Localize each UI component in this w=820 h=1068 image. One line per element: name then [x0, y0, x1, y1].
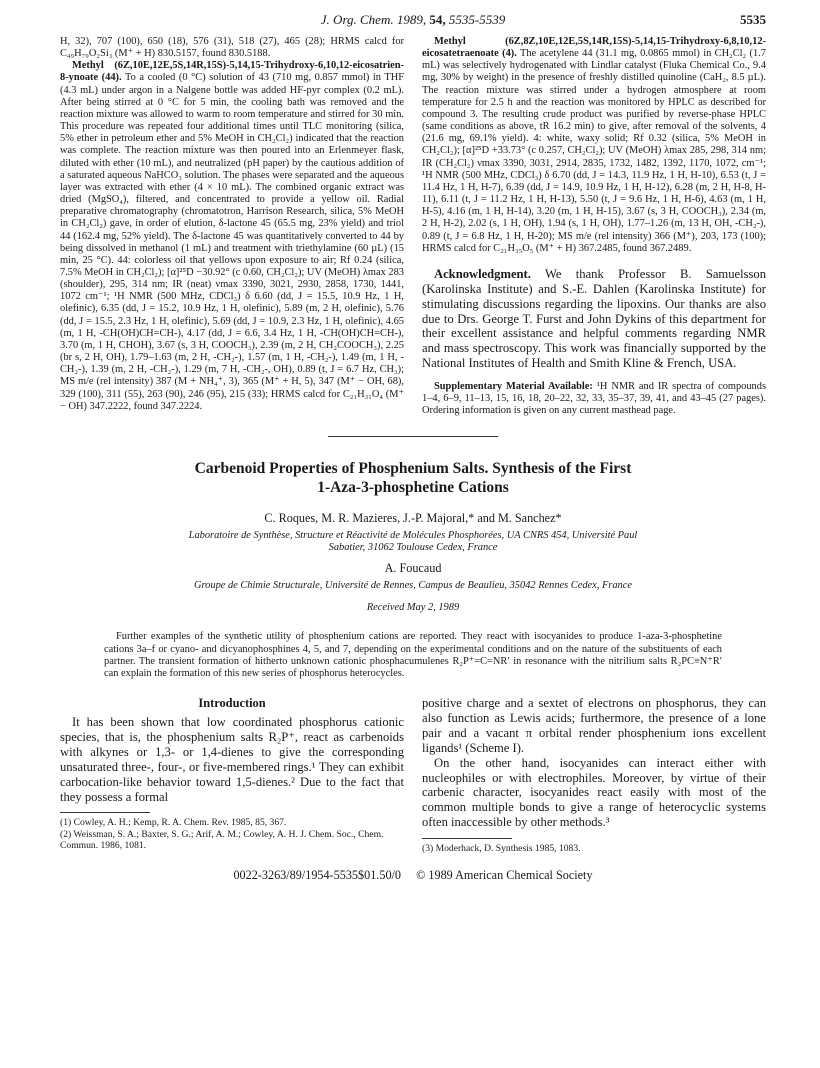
footnote-rule — [60, 812, 150, 813]
footnote-rule-right — [422, 838, 512, 839]
article-title-line-2: 1-Aza-3-phosphetine Cations — [317, 478, 509, 496]
supplementary-material — [422, 381, 766, 417]
intro-right-text-1: positive charge and a sextet of electrons on phosphorus, they can also function as Lewis acids; furthermore, the presence of a lone pair and a vacant π orbital render phosphenium ions excellent ligands¹ (Scheme I). — [422, 696, 766, 755]
acknowledgment-heading: Acknowledgment. — [434, 266, 531, 281]
right-column — [422, 36, 766, 418]
received-date: Received May 2, 1989 — [366, 602, 460, 614]
compound-44-heading: Methyl (6Z,10E,12E,5S,14R,15S)-5,14,15-Trihydroxy-6,10,12-eicosatrien-8-ynoate (44). — [60, 60, 404, 84]
footnote-2: (2) Weissman, S. A.; Baxter, S. G.; Arif, A. M.; Cowley, A. H. J. Chem. Soc., Chem. Commun. 1986, 1081. — [60, 828, 384, 851]
affiliation-1-line-2: Sabatier, 31062 Toulouse Cedex, France — [328, 542, 498, 554]
compound-4-heading: Methyl (6Z,8Z,10E,12E,5S,14R,15S)-5,14,15-Trihydroxy-6,8,10,12-eicosatetraenoate (4). — [422, 36, 766, 60]
affiliation-2: Groupe de Chimie Structurale, Université de Rennes, Campus de Beaulieu, 35042 Rennes Cedex, France — [194, 579, 632, 591]
page-number: 5535 — [740, 12, 766, 27]
article-title-block — [60, 459, 766, 614]
journal-volume: 54, — [429, 12, 446, 27]
intro-right-text-2: On the other hand, isocyanides can interact either with nucleophiles or with electrophiles. Moreover, by virtue of their carbenic character, isocyanides react easily with most of the common multiple bonds to give a range of heterocyclic systems often inaccessible by other methods.³ — [422, 755, 766, 830]
bottom-columns — [60, 696, 766, 854]
journal-pages: 5535-5539 — [448, 12, 506, 27]
compound-4-procedure: The acetylene 44 (31.1 mg, 0.0865 mmol) in CH₂Cl₂ (1.7 mL) was selectively hydrogenated with Lindlar catalyst (Fluka Chemical Co., 9.4 mg, 30% by weight) in the presence of freshly distilled quinoline (CaH₂, 8.5 µL). The reaction mixture was stirred under a hydrogen atmosphere at room temperature for 2.5 h and the reaction was monitored by HPLC as described for compound 3. The resulting crude product was purified by reverse-phase HPLC (same conditions as above, tR 16.2 min) to give, after removal of the solvents, 4 (21.6 mg, 69.1% yield). 4: white, waxy solid; Rf 0.32 (silica, 5% MeOH in CH₂Cl₂); [α]²⁵D +33.73° (c 0.257, CH₂Cl₂); UV (MeOH) λmax 285, 298, 314 nm; IR (CH₂Cl₂) νmax 3390, 3031, 2914, 2835, 1732, 1482, 1392, 1170, 1072, cm⁻¹; ¹H NMR (500 MHz, CDCl₃) δ 6.70 (dd, J = 14.3, 11.9 Hz, 1 H, H-10), 6.53 (t, J = 11.4 Hz, 1 H, H-7), 6.39 (dd, J = 14.9, 10.9 Hz, 1 H, H-12), 6.28 (m, 2 H, H-8, H-11), 6.11 (t, J = 11.2 Hz, 1 H, H-13), 5.50 (t, J = 9.6 Hz, 1 H, H-6), 4.63 (m, 1 H, H-5), 4.16 (m, 1 H, H-14), 3.20 (m, 1 H, H-15), 3.67 (s, 3 H, COOCH₃), 2.34 (m, 2 H, H-2), 2.02 (s, 1 H, OH), 1.94 (s, 1 H, OH), 1.77–1.26 (m, 13 H, OH, -CH₂-), 0.89 (t, J = 6.8 Hz, 1 H, H-20); MS m/e (rel intensity) 366 (M⁺), 203, 173 (100); HRMS calcd for C₂₁H₃₅O₅ (M⁺ + H) 367.2485, found 367.2489. — [422, 48, 766, 254]
introduction-heading: Introduction — [198, 696, 266, 711]
intro-right-column — [422, 696, 766, 854]
page-footer — [60, 868, 766, 883]
intro-left-column — [60, 696, 404, 854]
left-para-1: H, 32), 707 (100), 650 (18), 576 (31), 518 (27), 465 (28); HRMS calcd for C₄₉H₇₉O₂Si₃ (M⁺ + H) 830.5157, found 830.5188. — [60, 36, 404, 60]
author-list: C. Roques, M. R. Mazieres, J.-P. Majoral,* and M. Sanchez* — [264, 510, 562, 525]
article-divider — [328, 436, 498, 437]
top-columns — [60, 36, 766, 418]
journal-year: 1989, — [396, 12, 427, 27]
supplementary-text: ¹H NMR and IR spectra of compounds 1–4, 6–9, 11–13, 15, 16, 18, 20–22, 32, 33, 35–37, 39, 41, and 43–45 (27 pages). Ordering information is given on any current masthead page. — [422, 381, 766, 417]
compound-44-procedure: To a cooled (0 °C) solution of 43 (710 mg, 0.857 mmol) in THF (4.3 mL) under argon in a Nalgene bottle was added HF-pyr complex (0.2 mL). After being stirred at 0 °C for 5 min, the cooling bath was removed and the reaction mixture was allowed to warm to room temperature and stirred for 30 min. This procedure was repeated four additional times until TLC monitoring (silica, 5% ether in petroleum ether and 5% MeOH in CH₂Cl₂) indicated that the reaction was complete. The reaction mixture was then poured into an Erlenmeyer flask, diluted with ether (10 mL), and neutralized (pH paper) by the cautious addition of a saturated aqueous NaHCO₃ solution. The phases were separated and the aqueous layer was extracted with ether (4 × 10 mL). The combined organic extract was dried (MgSO₄), filtered, and concentrated to provide a yellow oil. Radial preparative chromatography (chromatotron, Harrison Research, silica, 5% MeOH in CH₂Cl₂) gave, in order of elution, δ-lactone 45 (65.5 mg, 23% yield) and triol 44 (162.4 mg, 52% yield). The δ-lactone 45 was quantitatively converted to 44 by being dissolved in methanol (1 mL) and treatment with triethylamine (60 µL) (15 min, 25 °C). 44: colorless oil that yellows upon exposure to air; Rf 0.24 (silica, 7.5% MeOH in CH₂Cl₂); [α]²⁵D −30.92° (c 0.60, CH₂Cl₂); UV (MeOH) λmax 283 (shoulder), 295, 314 nm; IR (neat) νmax 3390, 3021, 2930, 2858, 1730, 1441, 1072 cm⁻¹; ¹H NMR (500 MHz, CDCl₃) δ 6.60 (dd, J = 15.5, 10.9 Hz, 1 H, olefinic), 6.35 (dd, J = 15.2, 10.9 Hz, 1 H, olefinic), 5.89 (m, 2 H, olefinic), 5.76 (dd, J = 15.5, 2.3 Hz, 1 H, olefinic), 5.69 (dd, J = 10.9, 2.3 Hz, 1 H, olefinic), 4.65 (m, 1 H, -CH(OH)CH=CH-), 4.17 (dd, J = 6.6, 3.4 Hz, 1 H, -CH(OH)CH=CH-), 3.70 (m, 1 H, CHOH), 3.67 (s, 3 H, COOCH₃), 2.39 (m, 2 H, CH₂COOCH₃), 2.25 (br s, 2 H, OH), 1.79–1.63 (m, 2 H, -CH₂-), 1.57 (m, 1 H, -CH₂-), 1.49 (m, 1 H, -CH₂-), 1.39 (m, 2 H, -CH₂-), 1.29 (m, 7 H, -CH₂-, OH), 0.89 (t, J = 6.7 Hz, CH₃); MS m/e (rel intensity) 387 (M + NH₄⁺, 3), 365 (M⁺ + H, 5), 347 (M⁺ − OH, 68), 329 (100), 311 (55), 263 (90), 246 (95), 215 (33); HRMS calcd for C₂₁H₃₁O₄ (M⁺ − OH) 347.2222, found 347.2224. — [60, 72, 404, 412]
abstract: Further examples of the synthetic utility of phosphenium cations are reported. They react with isocyanides to produce 1-aza-3-phosphetine cations 3a–f or cyano- and dicyanophosphines 4, 5, and 7, depending on the experimental conditions and on the nature of the substituents of each partner. The transient formation of hitherto unknown cationic phosphacumulenes R₂P⁺=C=NR′ in resonance with the nitrilium salts R₂PC≡N⁺R′ can explain the formation of this new series of phosphorus heterocycles. — [104, 631, 722, 679]
article-title — [60, 459, 766, 497]
right-para-1 — [422, 36, 766, 255]
acknowledgment-text: We thank Professor B. Samuelsson (Karolinska Institute) and S.-E. Dahlen (Karolinska Institute) for stimulating discussions regarding the lipoxins. Our thanks are also due to Drs. George T. Furst and John Dykins of this department for their excellent assistance and helpful comments regarding NMR and mass spectroscopy. This work was financially supported by the National Institutes of Health and Smith Kline & French, USA. — [422, 266, 766, 371]
footnote-3: (3) Moderhack, D. Synthesis 1985, 1083. — [422, 843, 581, 855]
running-head — [60, 12, 766, 32]
issn-code: 0022-3263/89/1954-5535$01.50/0 — [233, 868, 402, 883]
journal-citation — [60, 12, 766, 28]
left-para-2 — [60, 60, 404, 413]
journal-name: J. Org. Chem. — [320, 12, 394, 27]
affiliation-1-line-1: Laboratoire de Synthèse, Structure et Réactivité de Molécules Phosphorées, UA CNRS 454, Université Paul — [188, 529, 638, 541]
intro-left-text: It has been shown that low coordinated phosphorus cationic species, that is, the phosphenium salts R₂P⁺, react as carbenoids with alkynes or 1,3- or 1,4-dienes to give the corresponding unsaturated three-, four-, or five-membered rings.¹ They can exhibit carbocation-like behavior toward 1,5-dienes.² Due to the fact that they possess a formal — [60, 715, 404, 804]
supplementary-heading: Supplementary Material Available: — [434, 381, 593, 393]
affiliation-1 — [60, 530, 766, 555]
acknowledgment — [422, 267, 766, 371]
journal-page — [60, 12, 766, 883]
copyright-notice: © 1989 American Chemical Society — [416, 868, 593, 883]
article-title-line-1: Carbenoid Properties of Phosphenium Salts. Synthesis of the First — [194, 459, 632, 477]
footnote-1: (1) Cowley, A. H.; Kemp, R. A. Chem. Rev. 1985, 85, 367. — [60, 817, 287, 829]
left-column — [60, 36, 404, 418]
second-author: A. Foucaud — [384, 560, 442, 575]
